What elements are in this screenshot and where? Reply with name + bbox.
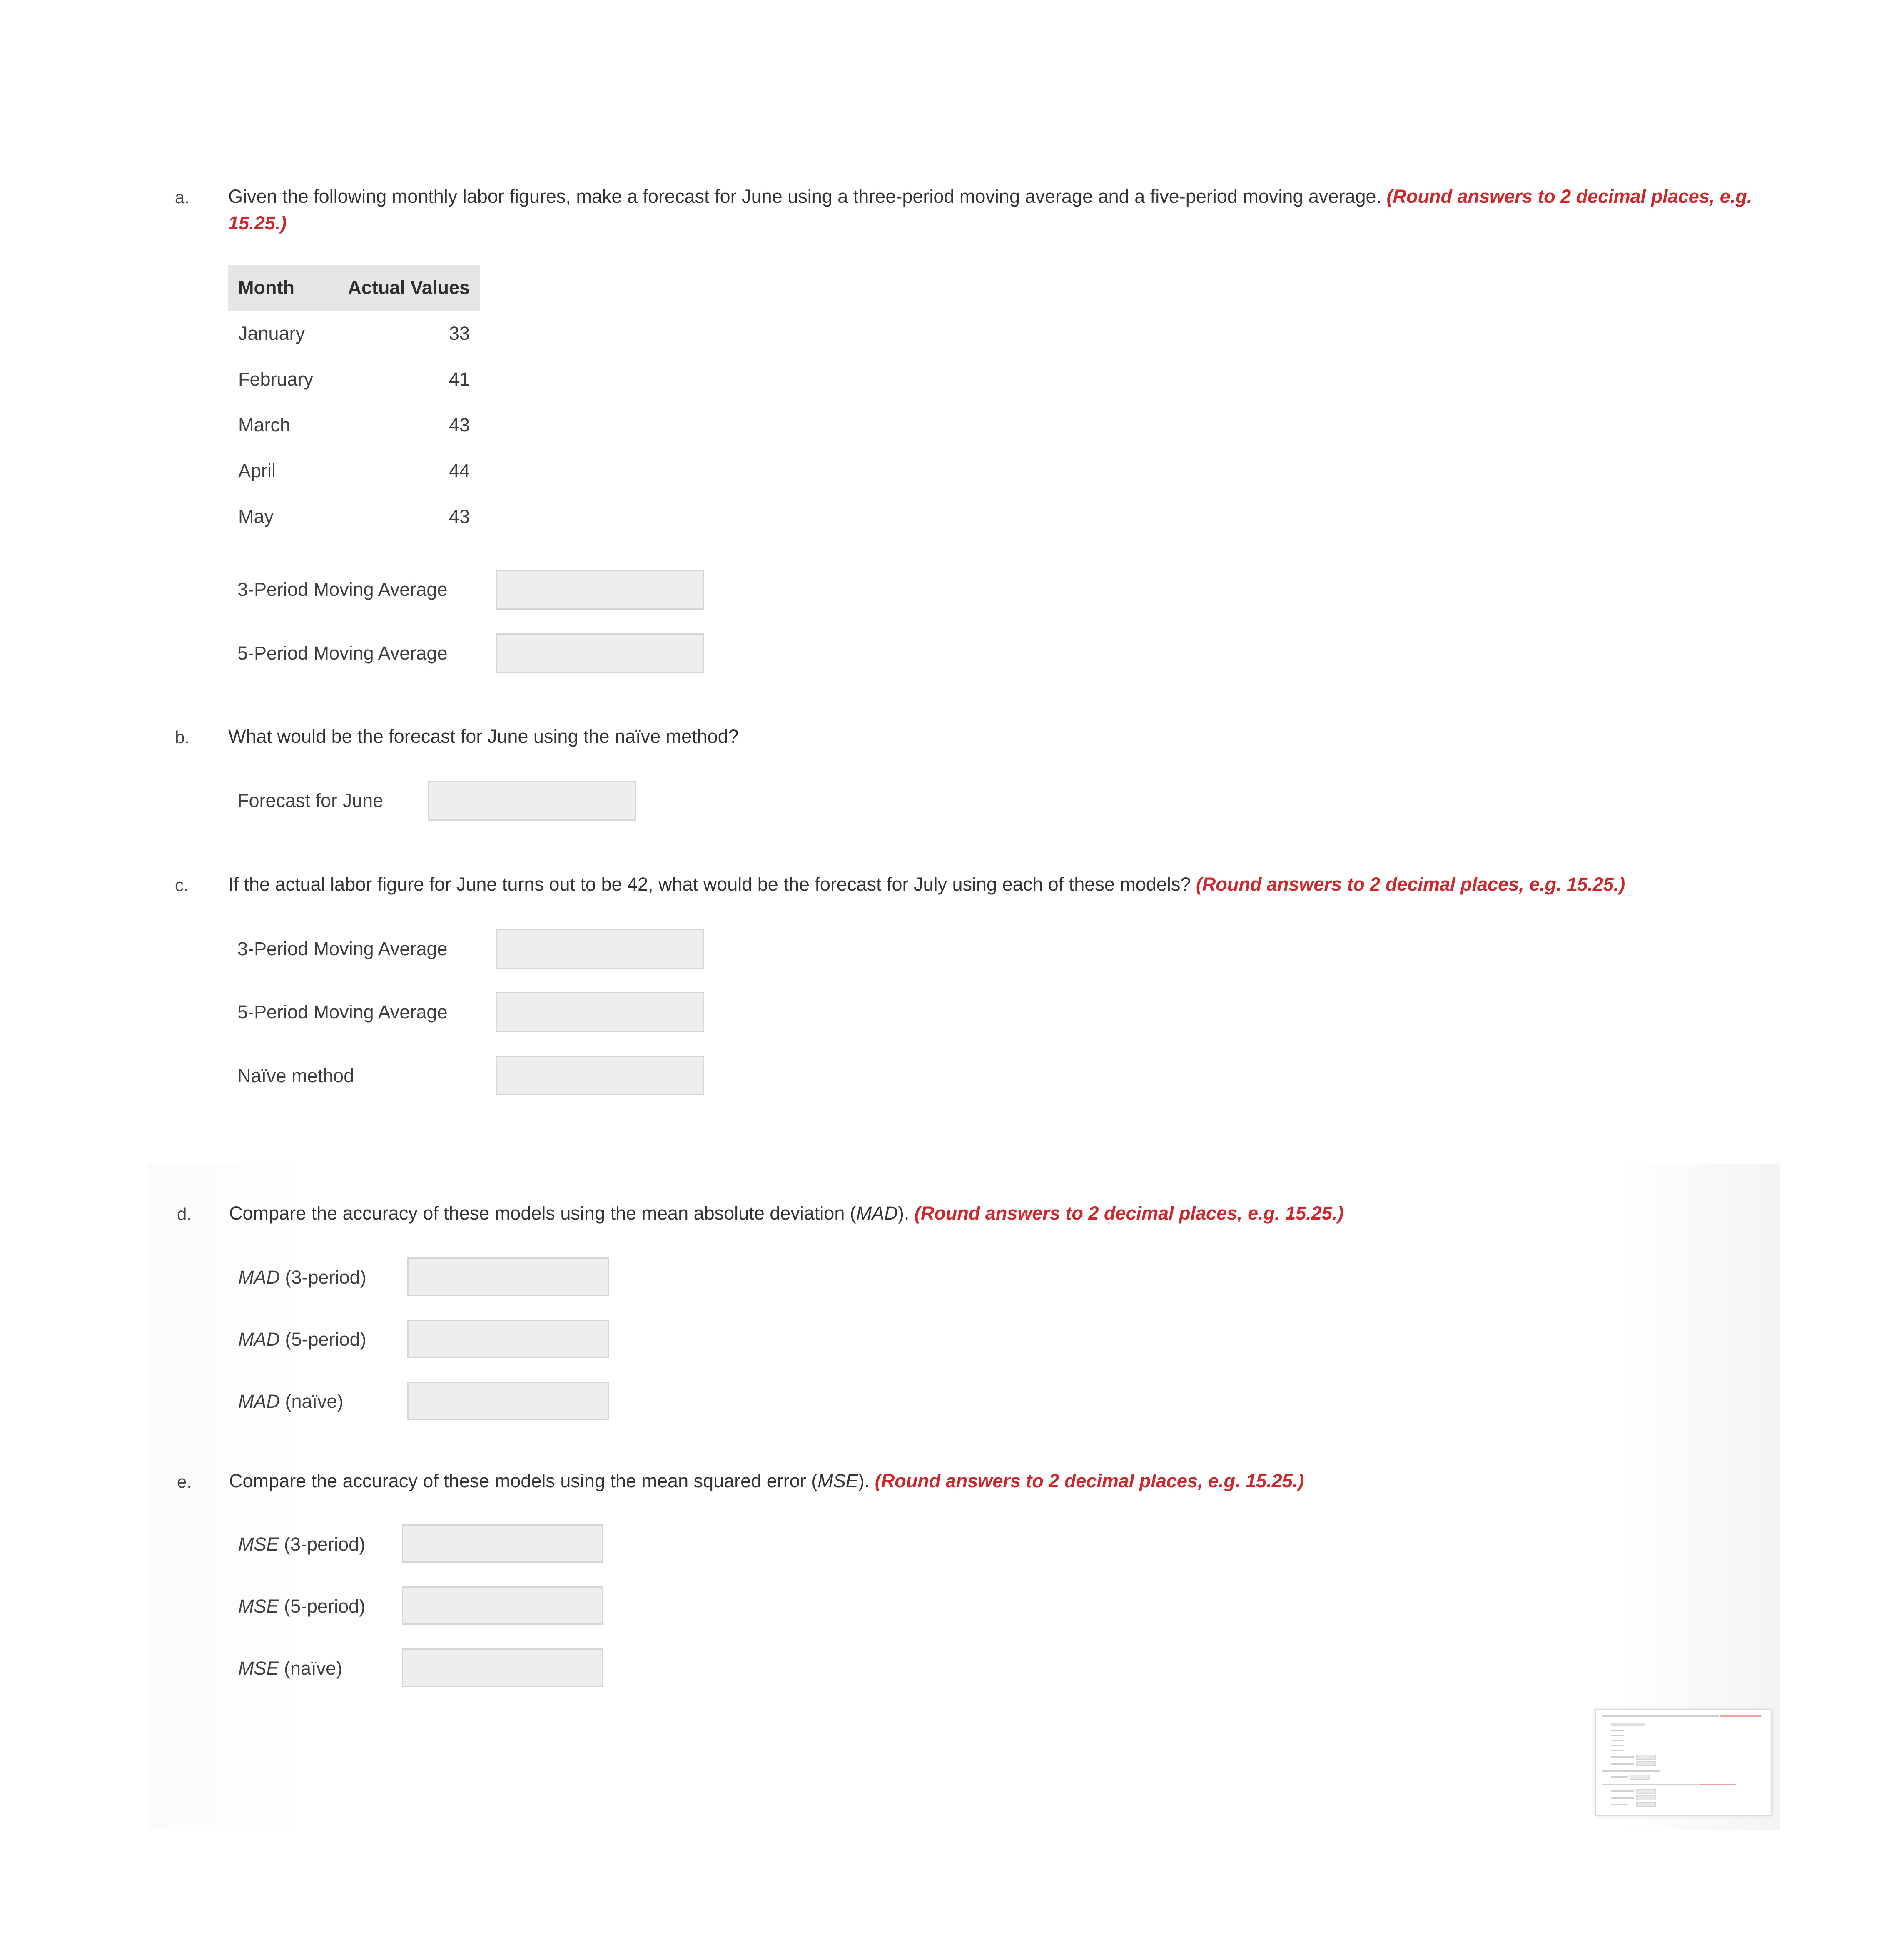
forecast-june-input[interactable] <box>428 781 636 821</box>
mad-3-period-input[interactable] <box>407 1257 609 1296</box>
thumbnail-line <box>1611 1735 1624 1736</box>
value-cell: 43 <box>449 414 470 436</box>
part-c-5-period-input[interactable] <box>496 992 704 1032</box>
part-c-3-period-input[interactable] <box>496 929 704 969</box>
mad-naive-input[interactable] <box>407 1382 609 1420</box>
value-cell: 43 <box>449 506 470 527</box>
table-row <box>228 494 480 540</box>
part-d-round-instruction: (Round answers to 2 decimal places, e.g. 15.25.) <box>914 1203 1344 1224</box>
table-row <box>228 356 480 402</box>
part-a-letter: a. <box>175 187 190 207</box>
part-e-abbr: MSE <box>817 1470 858 1491</box>
table-row <box>228 402 480 448</box>
thumbnail-line <box>1611 1797 1634 1799</box>
thumbnail-line <box>1720 1715 1761 1717</box>
month-cell: April <box>238 460 276 481</box>
thumbnail-line <box>1602 1784 1698 1785</box>
labor-figures-table <box>228 265 480 540</box>
thumbnail-line <box>1611 1763 1634 1765</box>
mse-suffix: (5-period) <box>284 1596 366 1617</box>
mse-3-period-label <box>238 1534 365 1555</box>
mse-suffix: (naïve) <box>284 1658 343 1679</box>
part-e-question-text: Compare the accuracy of these models using the mean squared error ( <box>229 1470 818 1491</box>
mad-abbr: MAD <box>238 1329 280 1350</box>
thumbnail-input <box>1636 1789 1656 1794</box>
mse-suffix: (3-period) <box>284 1534 366 1555</box>
part-d-abbr: MAD <box>856 1203 898 1224</box>
part-b-question: What would be the forecast for June using the naïve method? <box>228 726 739 747</box>
month-cell: March <box>238 414 291 436</box>
mad-abbr: MAD <box>238 1391 280 1412</box>
forecast-june-label: Forecast for June <box>237 790 384 811</box>
part-a-question <box>228 186 1752 207</box>
part-a-5-period-input[interactable] <box>496 633 704 673</box>
mse-abbr: MSE <box>238 1596 279 1617</box>
part-b-letter: b. <box>175 727 190 747</box>
thumbnail-line <box>1602 1715 1719 1717</box>
part-a-5-period-label: 5-Period Moving Average <box>237 642 448 664</box>
mse-naive-label <box>238 1658 342 1679</box>
mad-naive-label <box>238 1391 344 1412</box>
part-a-question-text: Given the following monthly labor figures, make a forecast for June using a three-period moving average and a five-period moving average. <box>228 186 1382 207</box>
part-e-question <box>229 1470 1304 1492</box>
table-header-row <box>228 265 480 311</box>
mse-naive-input[interactable] <box>402 1648 603 1687</box>
part-a-round-instruction-cont: 15.25.) <box>228 212 287 234</box>
part-c-3-period-label: 3-Period Moving Average <box>237 938 448 959</box>
thumbnail-line <box>1611 1745 1624 1746</box>
month-cell: February <box>238 368 314 390</box>
part-c-question <box>228 874 1625 895</box>
part-c-letter: c. <box>175 875 189 895</box>
mse-abbr: MSE <box>238 1534 279 1555</box>
thumbnail-input <box>1636 1755 1656 1760</box>
part-e-round-instruction: (Round answers to 2 decimal places, e.g. 15.25.) <box>875 1470 1304 1491</box>
part-c-naive-input[interactable] <box>496 1056 704 1095</box>
part-a-3-period-input[interactable] <box>496 570 704 610</box>
mse-5-period-input[interactable] <box>402 1586 603 1625</box>
part-c-5-period-label: 5-Period Moving Average <box>237 1001 448 1023</box>
month-cell: January <box>238 323 305 344</box>
thumbnail-line <box>1611 1750 1624 1751</box>
mad-suffix: (5-period) <box>285 1329 366 1350</box>
mad-abbr: MAD <box>238 1267 280 1288</box>
month-cell: May <box>238 506 274 527</box>
thumbnail-line <box>1602 1770 1660 1772</box>
thumbnail-line <box>1611 1756 1634 1758</box>
thumbnail-input <box>1630 1775 1650 1780</box>
thumbnail-line <box>1611 1740 1624 1741</box>
value-cell: 33 <box>449 323 470 344</box>
thumbnail-input <box>1636 1761 1656 1766</box>
part-e-letter: e. <box>177 1472 192 1491</box>
page-thumbnail[interactable] <box>1595 1709 1772 1816</box>
month-column-header: Month <box>228 265 329 311</box>
part-d-letter: d. <box>177 1204 192 1224</box>
thumbnail-input <box>1636 1802 1656 1807</box>
part-a-3-period-label: 3-Period Moving Average <box>237 579 448 600</box>
question-panel-background <box>148 1164 1780 1830</box>
part-d-question-text: Compare the accuracy of these models using the mean absolute deviation ( <box>229 1203 856 1224</box>
thumbnail-input <box>1636 1795 1656 1800</box>
mad-suffix: (naïve) <box>285 1391 344 1412</box>
mad-suffix: (3-period) <box>285 1267 366 1288</box>
thumbnail-line <box>1611 1776 1628 1778</box>
part-d-question-end: ). <box>897 1203 910 1224</box>
mad-5-period-label <box>238 1329 366 1350</box>
part-c-question-text: If the actual labor figure for June turns out to be 42, what would be the forecast for July using each of these models? <box>228 874 1191 895</box>
thumbnail-line <box>1611 1790 1634 1792</box>
mad-3-period-label <box>238 1267 366 1288</box>
value-cell: 44 <box>449 460 470 481</box>
part-c-round-instruction: (Round answers to 2 decimal places, e.g. 15.25.) <box>1196 874 1625 895</box>
table-row <box>228 311 480 356</box>
part-a-round-instruction: (Round answers to 2 decimal places, e.g. <box>1386 186 1752 207</box>
mse-abbr: MSE <box>238 1658 279 1679</box>
part-d-question <box>229 1203 1343 1224</box>
thumbnail-line <box>1611 1723 1645 1726</box>
mad-5-period-input[interactable] <box>407 1320 609 1358</box>
actual-values-column-header: Actual Values <box>329 265 480 311</box>
value-cell: 41 <box>449 368 470 390</box>
thumbnail-line <box>1611 1730 1624 1731</box>
thumbnail-line <box>1611 1804 1628 1805</box>
part-c-naive-label: Naïve method <box>237 1065 354 1086</box>
thumbnail-line <box>1699 1784 1736 1785</box>
table-row <box>228 448 480 494</box>
mse-3-period-input[interactable] <box>402 1524 603 1563</box>
mse-5-period-label <box>238 1596 365 1617</box>
part-e-question-end: ). <box>858 1470 870 1491</box>
